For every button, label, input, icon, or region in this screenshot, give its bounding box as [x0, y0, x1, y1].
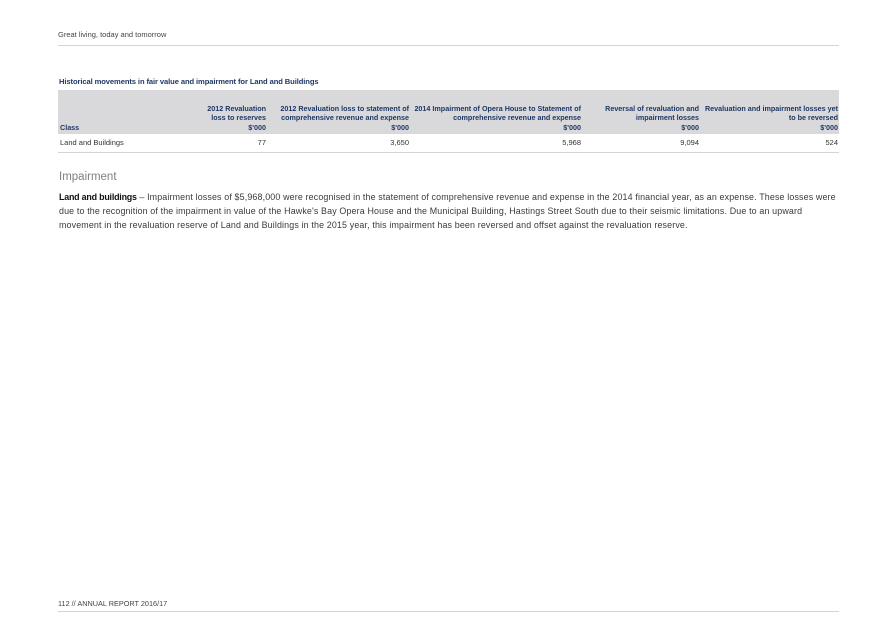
column-header-label: Revaluation and impairment losses yet to be reversed	[704, 104, 838, 123]
table-cell-value: 9,094	[582, 134, 700, 152]
column-header-label: 2012 Revaluation loss to statement of comprehensive revenue and expense	[280, 104, 409, 123]
table-row	[58, 134, 839, 152]
column-header-impairment-opera-house	[410, 90, 582, 134]
column-header-unit: $'000	[248, 122, 266, 132]
page-header: Great living, today and tomorrow	[58, 30, 167, 39]
impairment-heading: Impairment	[59, 171, 117, 183]
table-cell-value: 3,650	[267, 134, 410, 152]
page-footer: 112 // ANNUAL REPORT 2016/17	[58, 599, 168, 608]
footer-divider	[58, 611, 839, 612]
column-header-reval-loss-statement	[267, 90, 410, 134]
column-header-unit: $'000	[681, 122, 699, 132]
column-header-reversal	[582, 90, 700, 134]
column-header-label: 2014 Impairment of Opera House to Statement of comprehensive revenue and expense	[414, 104, 581, 123]
table-cell-value: 5,968	[410, 134, 582, 152]
column-header-reval-loss-reserves	[203, 90, 267, 134]
column-header-label: Reversal of revaluation and impairment losses	[605, 104, 699, 123]
column-header-label: Class	[60, 122, 80, 132]
paragraph-lead: Land and buildings	[59, 192, 137, 202]
impairment-paragraph	[59, 190, 841, 232]
column-header-unit: $'000	[391, 122, 409, 132]
column-header-class	[58, 90, 203, 134]
header-divider	[58, 45, 839, 46]
column-header-unit: $'000	[820, 122, 838, 132]
column-header-yet-to-be-reversed	[700, 90, 839, 134]
table-cell-value: 524	[700, 134, 839, 152]
paragraph-body: – Impairment losses of $5,968,000 were recognised in the statement of comprehensive revenue and expense in the 2014 financial year, as an expense. These losses were due to the recognition of the impairment in value of the Hawke's Bay Opera House and the Municipal Building, Hastings Street South due to their seismic limitations. Due to an upward movement in the revaluation reserve of Land and Buildings in the 2015 year, this impairment has been reversed and offset against the revaluation reserve.	[59, 192, 836, 230]
table-cell-value: 77	[203, 134, 267, 152]
column-header-unit: $'000	[563, 122, 581, 132]
table-title: Historical movements in fair value and impairment for Land and Buildings	[59, 77, 319, 86]
column-header-label: 2012 Revaluation loss to reserves	[207, 104, 266, 123]
table-header-row	[58, 90, 839, 134]
historical-movements-table	[58, 90, 839, 153]
table-cell-class: Land and Buildings	[58, 134, 203, 152]
